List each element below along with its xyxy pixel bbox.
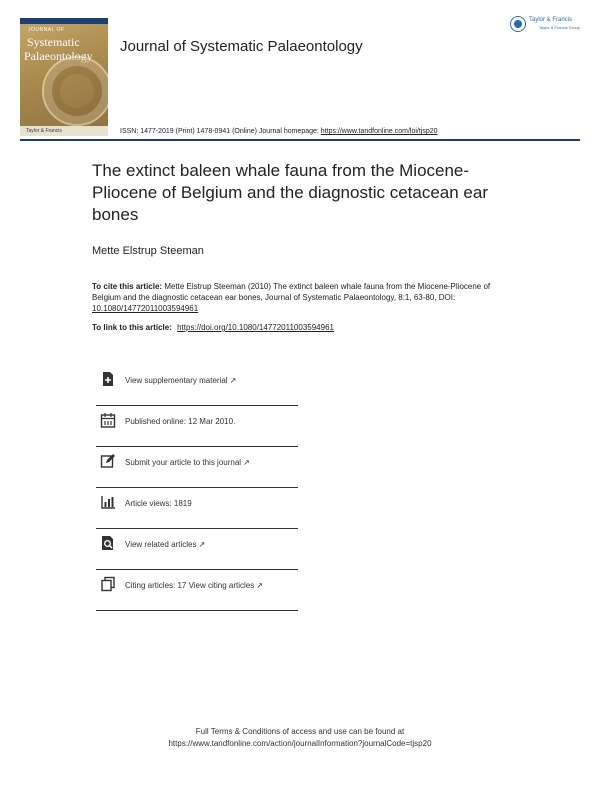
footer-line1: Full Terms & Conditions of access and use can be found at: [195, 727, 405, 736]
cite-doi-link[interactable]: 10.1080/14772011003594961: [92, 304, 199, 313]
article-info-list: [96, 365, 298, 611]
external-link-icon: ↗: [243, 458, 250, 467]
calendar-icon: [100, 412, 116, 428]
submit-article-row[interactable]: [96, 447, 298, 488]
cover-top-band: [20, 18, 108, 24]
search-doc-icon: [100, 535, 116, 551]
supplementary-icon: [100, 371, 116, 387]
cite-text: Mette Elstrup Steeman (2010) The extinct baleen whale fauna from the Miocene-Pliocene of Belgium and the diagnostic cetacean ear bones, Journal of Systematic Palaeontology, 8:1, 63-80, DOI:: [92, 282, 491, 302]
published-online-row: [96, 406, 298, 447]
link-label: To link to this article:: [92, 323, 172, 332]
cover-footer-text: Taylor & Francis: [26, 128, 62, 134]
journal-cover-image: [20, 18, 108, 136]
external-link-icon: ↗: [229, 376, 237, 385]
issn-line: [120, 128, 438, 135]
info-label-views: Article views: 1819: [125, 499, 192, 508]
footer-terms-link[interactable]: https://www.tandfonline.com/action/journalInformation?journalCode=tjsp20: [168, 739, 432, 748]
issn-text: ISSN: 1477-2019 (Print) 1478-0941 (Online) Journal homepage:: [120, 128, 319, 135]
article-doi-link[interactable]: https://doi.org/10.1080/14772011003594961: [177, 323, 334, 332]
publisher-logo-group: Taylor & Francis Group: [539, 25, 580, 30]
info-label-submit: Submit your article to this journal: [125, 458, 242, 467]
publisher-logo-icon: [510, 16, 526, 32]
article-link-line: [92, 323, 334, 332]
publisher-logo-name: Taylor & Francis: [529, 17, 573, 23]
cover-fossil-graphic: [42, 56, 108, 126]
info-label-citing: Citing articles: 17 View citing articles: [125, 581, 255, 590]
journal-homepage-link[interactable]: https://www.tandfonline.com/loi/tjsp20: [320, 128, 438, 135]
cover-title-line2: Palaeontology: [24, 49, 93, 63]
info-label-related: View related articles: [125, 540, 197, 549]
edit-icon: [100, 453, 116, 469]
article-views-row: [96, 488, 298, 529]
supplementary-material-row[interactable]: [96, 365, 298, 406]
article-author: Mette Elstrup Steeman: [92, 245, 204, 257]
bar-chart-icon: [100, 494, 116, 510]
related-articles-row[interactable]: [96, 529, 298, 570]
cite-label: To cite this article:: [92, 282, 163, 291]
citing-articles-row[interactable]: [96, 570, 298, 611]
header-divider: [20, 139, 580, 141]
cover-footer: [20, 126, 108, 136]
citation-block: [92, 281, 512, 314]
publisher-logo[interactable]: [510, 16, 586, 34]
info-label-supplementary: View supplementary material: [125, 376, 228, 385]
citing-icon: [100, 576, 116, 592]
article-title: The extinct baleen whale fauna from the Miocene-Pliocene of Belgium and the diagnostic cetacean ear bones: [92, 161, 488, 224]
journal-title: Journal of Systematic Palaeontology: [120, 38, 363, 55]
terms-footer: [0, 726, 600, 750]
external-link-icon: ↗: [256, 581, 263, 590]
external-link-icon: ↗: [198, 540, 206, 549]
info-label-published: Published online: 12 Mar 2010.: [125, 417, 236, 426]
cover-title-line1: Systematic: [27, 35, 80, 49]
cover-kicker: JOURNAL OF: [28, 27, 65, 33]
